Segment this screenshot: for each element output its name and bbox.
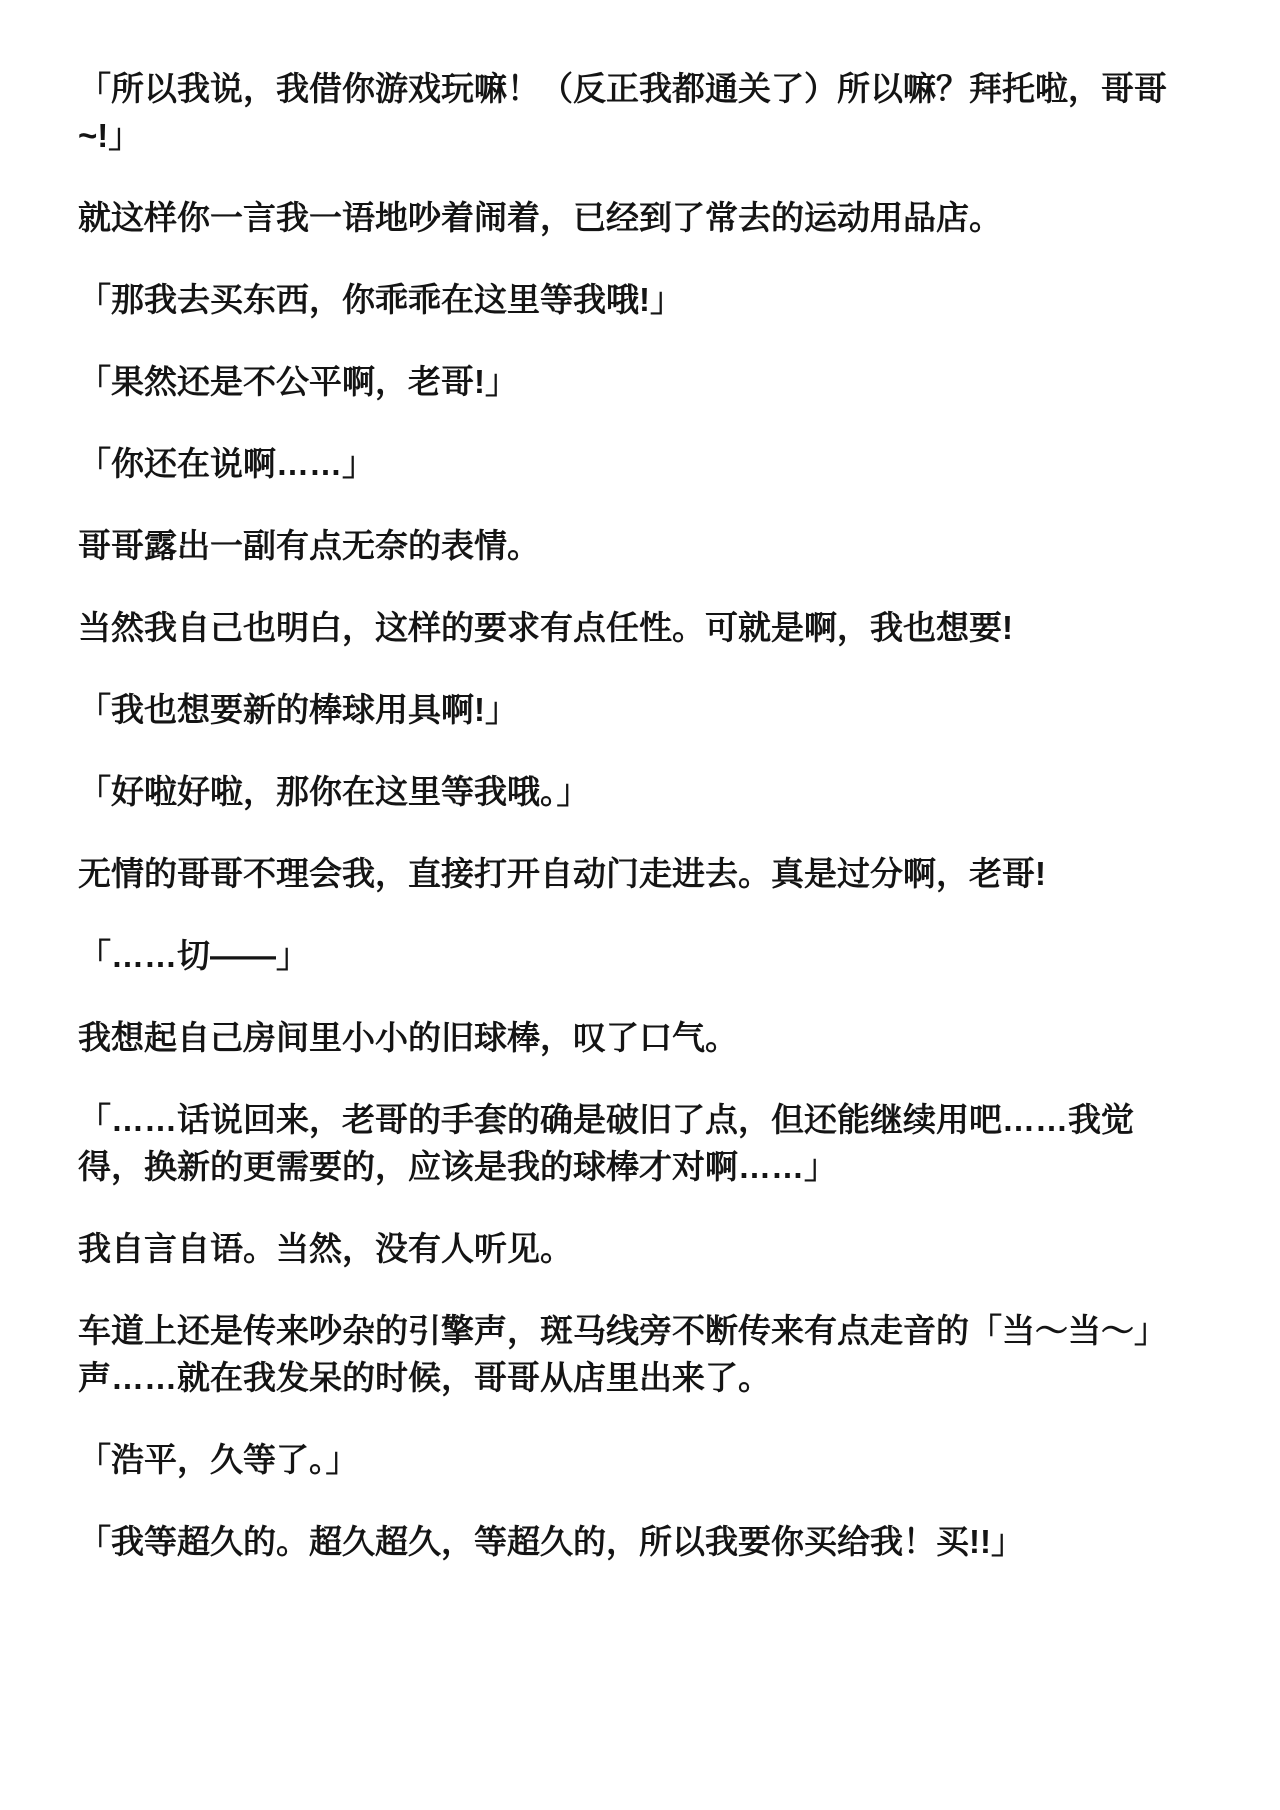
paragraph: 我想起自己房间里小小的旧球棒，叹了口气。 [78,1019,738,1056]
paragraph: 「你还在说啊……」 [78,445,375,482]
paragraph: 「果然还是不公平啊，老哥!」 [78,363,518,400]
paragraph: 「那我去买东西，你乖乖在这里等我哦!」 [78,281,683,318]
paragraph: 「……话说回来，老哥的手套的确是破旧了点，但还能继续用吧……我觉得，换新的更需要的，应该是我的球棒才对啊……」 [78,1101,1134,1185]
paragraph: 我自言自语。当然，没有人听见。 [78,1230,573,1267]
paragraph: 当然我自己也明白，这样的要求有点任性。可就是啊，我也想要! [78,609,1013,646]
paragraph: 「我等超久的。超久超久，等超久的，所以我要你买给我！买!!」 [78,1523,1024,1560]
paragraph: 车道上还是传来吵杂的引擎声，斑马线旁不断传来有点走音的「当～当～」声……就在我发呆的时候，哥哥从店里出来了。 [78,1312,1167,1396]
paragraph: 「我也想要新的棒球用具啊!」 [78,691,518,728]
paragraph: 「浩平，久等了。」 [78,1441,359,1478]
paragraph: 「好啦好啦，那你在这里等我哦。」 [78,773,590,810]
paragraph: 无情的哥哥不理会我，直接打开自动门走进去。真是过分啊，老哥! [78,855,1046,892]
paragraph: 就这样你一言我一语地吵着闹着，已经到了常去的运动用品店。 [78,199,1002,236]
paragraph: 「所以我说，我借你游戏玩嘛！（反正我都通关了）所以嘛？拜托啦，哥哥~!」 [78,70,1167,154]
paragraph: 「……切——」 [78,937,309,974]
paragraph: 哥哥露出一副有点无奈的表情。 [78,527,540,564]
